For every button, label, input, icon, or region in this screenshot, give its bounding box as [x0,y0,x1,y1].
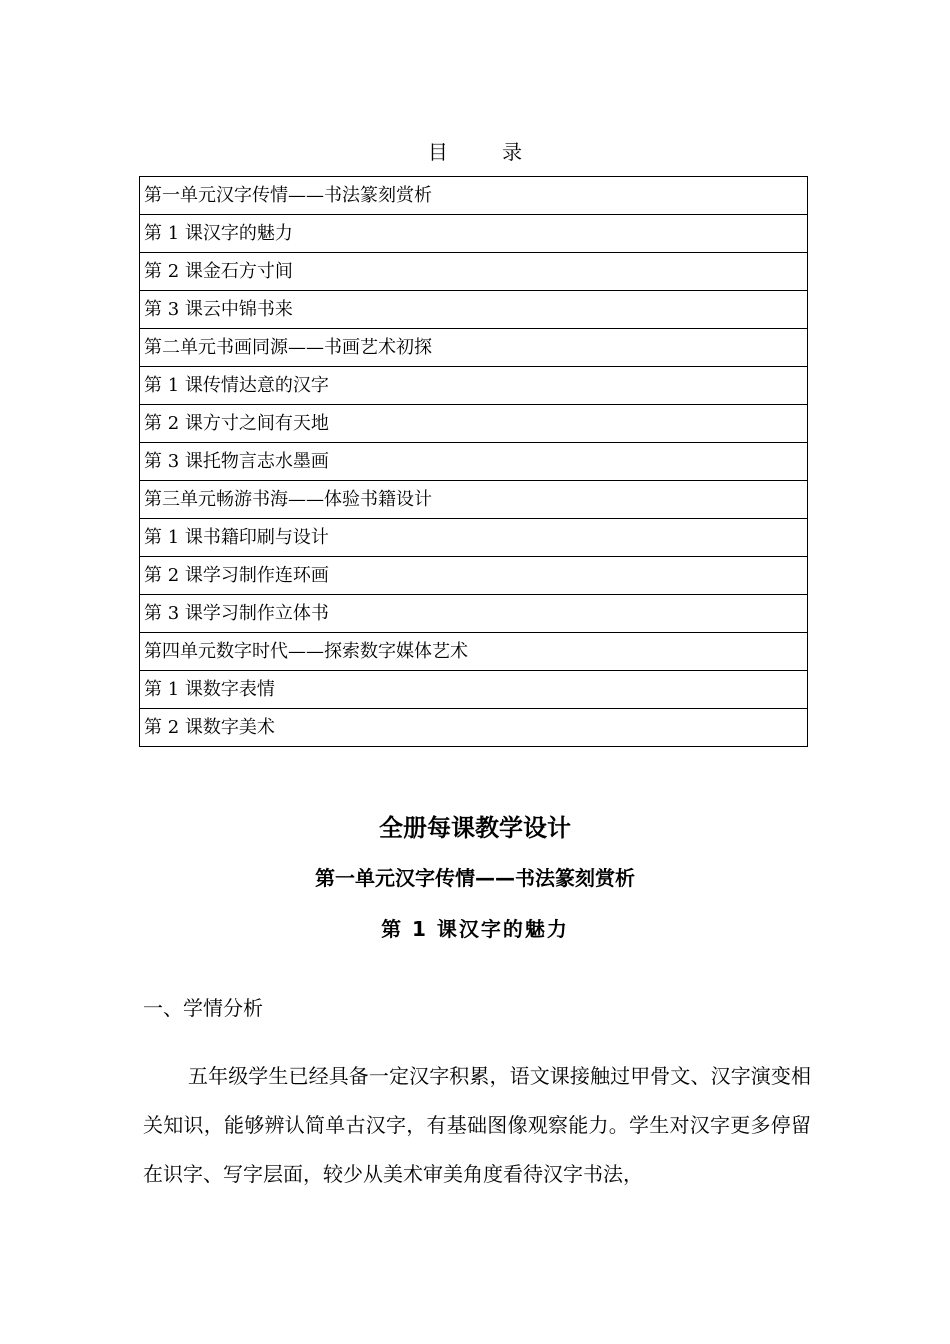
document-title: 全册每课教学设计 [379,814,571,842]
unit-title: 第一单元汉字传情——书法篆刻赏析 [315,866,635,890]
toc-item: 第 1 课书籍印刷与设计 [140,519,808,557]
toc-row [140,367,808,405]
lesson-title: 第 1 课汉字的魅力 [381,917,569,941]
toc-item: 第二单元书画同源——书画艺术初探 [140,329,808,367]
toc-item: 第 3 课托物言志水墨画 [140,443,808,481]
toc-row [140,519,808,557]
toc-row [140,329,808,367]
toc-row [140,557,808,595]
toc-item: 第 1 课汉字的魅力 [140,215,808,253]
toc-item: 第 1 课数字表情 [140,671,808,709]
toc-item: 第 2 课学习制作连环画 [140,557,808,595]
section-heading: 一、学情分析 [143,996,263,1020]
toc-row [140,633,808,671]
toc-item: 第 2 课金石方寸间 [140,253,808,291]
toc-row [140,671,808,709]
toc-item: 第 2 课数字美术 [140,709,808,747]
body-paragraph: 五年级学生已经具备一定汉字积累，语文课接触过甲骨文、汉字演变相关知识，能够辨认简单古汉字，有基础图像观察能力。学生对汉字更多停留在识字、写字层面，较少从美术审美角度看待汉字书法， [143,1064,811,1186]
toc-item: 第 1 课传情达意的汉字 [140,367,808,405]
toc-row [140,443,808,481]
toc-table [139,176,808,747]
toc-row [140,481,808,519]
toc-item: 第 3 课云中锦书来 [140,291,808,329]
toc-title: 目 录 [427,140,547,164]
toc-item: 第一单元汉字传情——书法篆刻赏析 [140,177,808,215]
toc-row [140,177,808,215]
toc-row [140,253,808,291]
toc-item: 第四单元数字时代——探索数字媒体艺术 [140,633,808,671]
toc-item: 第 2 课方寸之间有天地 [140,405,808,443]
toc-item: 第 3 课学习制作立体书 [140,595,808,633]
toc-row [140,709,808,747]
toc-item: 第三单元畅游书海——体验书籍设计 [140,481,808,519]
toc-row [140,215,808,253]
toc-row [140,595,808,633]
toc-row [140,291,808,329]
toc-row [140,405,808,443]
